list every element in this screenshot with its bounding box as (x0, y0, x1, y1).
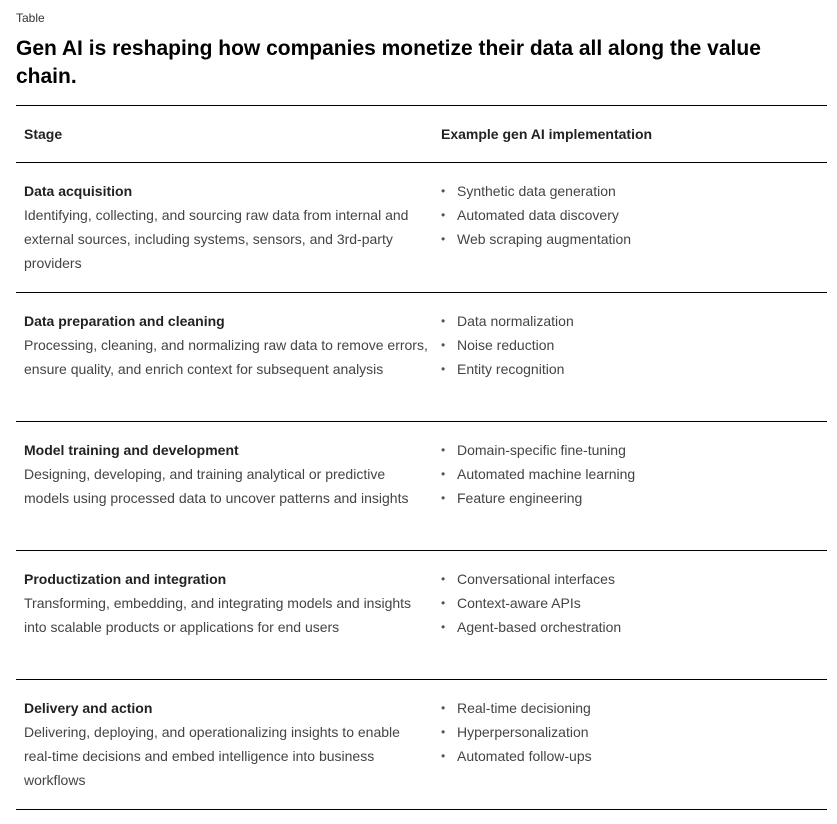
implementation-text: Data normalization (457, 313, 574, 329)
stage-name: Delivery and action (24, 700, 153, 716)
implementation-list (441, 567, 827, 639)
stage-description: Identifying, collecting, and sourcing raw data from internal and external sources, including systems, sensors, and 3rd-party providers (24, 207, 409, 271)
stage-description: Processing, cleaning, and normalizing raw data to remove errors, ensure quality, and enrich context for subsequent analysis (24, 337, 428, 377)
implementation-cell (441, 422, 827, 551)
stage-name: Data preparation and cleaning (24, 313, 225, 329)
table-row (16, 293, 827, 422)
implementation-list (441, 696, 827, 768)
implementation-text: Conversational interfaces (457, 571, 615, 587)
stage-name: Productization and integration (24, 571, 227, 587)
list-item (441, 462, 827, 486)
stage-cell (16, 551, 441, 680)
list-item (441, 720, 827, 744)
bullet-icon: • (441, 467, 446, 481)
list-item (441, 696, 827, 720)
column-header-stage: Stage (16, 106, 441, 163)
list-item (441, 309, 827, 333)
stage-cell (16, 163, 441, 293)
stage-cell (16, 680, 441, 810)
list-item (441, 744, 827, 768)
stage-description: Designing, developing, and training analytical or predictive models using processed data to uncover patterns and insights (24, 466, 409, 506)
implementation-cell (441, 293, 827, 422)
implementation-text: Domain-specific fine-tuning (457, 442, 626, 458)
list-item (441, 227, 827, 251)
list-item (441, 486, 827, 510)
implementation-cell (441, 551, 827, 680)
bullet-icon: • (441, 596, 446, 610)
table-row (16, 422, 827, 551)
implementation-text: Feature engineering (457, 490, 583, 506)
implementation-text: Synthetic data generation (457, 183, 616, 199)
implementation-text: Web scraping augmentation (457, 231, 632, 247)
implementation-text: Noise reduction (457, 337, 555, 353)
stage-name: Data acquisition (24, 183, 133, 199)
implementation-cell (441, 680, 827, 810)
implementation-text: Automated machine learning (457, 466, 636, 482)
bullet-icon: • (441, 338, 446, 352)
table-row (16, 680, 827, 810)
stage-name: Model training and development (24, 442, 239, 458)
bullet-icon: • (441, 620, 446, 634)
implementation-list (441, 309, 827, 381)
bullet-icon: • (441, 701, 446, 715)
implementation-text: Entity recognition (457, 361, 565, 377)
implementation-text: Automated data discovery (457, 207, 619, 223)
table-eyebrow: Table (16, 11, 45, 25)
stage-cell (16, 422, 441, 551)
bullet-icon: • (441, 184, 446, 198)
implementation-text: Automated follow-ups (457, 748, 592, 764)
list-item (441, 591, 827, 615)
bullet-icon: • (441, 314, 446, 328)
stage-description: Transforming, embedding, and integrating models and insights into scalable products or applications for end users (24, 595, 412, 635)
bullet-icon: • (441, 443, 446, 457)
implementation-text: Context-aware APIs (457, 595, 581, 611)
bullet-icon: • (441, 232, 446, 246)
implementation-cell (441, 163, 827, 293)
implementation-list (441, 179, 827, 251)
implementation-text: Hyperpersonalization (457, 724, 589, 740)
bullet-icon: • (441, 725, 446, 739)
list-item (441, 203, 827, 227)
stage-cell (16, 293, 441, 422)
column-header-implementation: Example gen AI implementation (441, 106, 827, 163)
bullet-icon: • (441, 491, 446, 505)
table-row (16, 551, 827, 680)
implementation-list (441, 438, 827, 510)
list-item (441, 179, 827, 203)
list-item (441, 357, 827, 381)
implementation-text: Agent-based orchestration (457, 619, 622, 635)
list-item (441, 615, 827, 639)
value-chain-table (16, 105, 827, 810)
page-title: Gen AI is reshaping how companies monetize their data all along the value chain. (16, 37, 761, 88)
list-item (441, 567, 827, 591)
bullet-icon: • (441, 208, 446, 222)
list-item (441, 333, 827, 357)
list-item (441, 438, 827, 462)
bullet-icon: • (441, 362, 446, 376)
table-row (16, 163, 827, 293)
implementation-text: Real-time decisioning (457, 700, 591, 716)
bullet-icon: • (441, 572, 446, 586)
stage-description: Delivering, deploying, and operationalizing insights to enable real-time decisions and embed intelligence into business workflows (24, 724, 400, 788)
table-header-row (16, 106, 827, 163)
bullet-icon: • (441, 749, 446, 763)
